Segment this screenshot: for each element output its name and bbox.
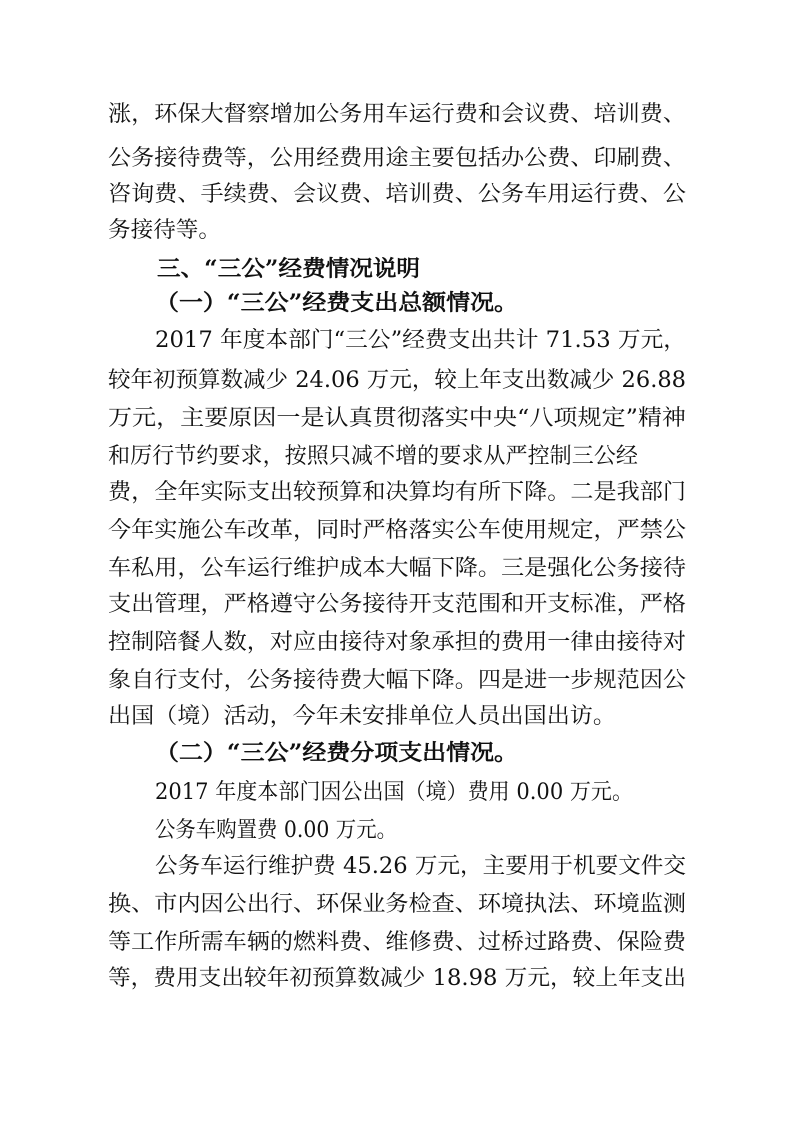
subsection-heading	[0, 288, 793, 318]
paragraph-line	[0, 366, 793, 396]
paragraph-line	[0, 478, 793, 508]
paragraph-line	[0, 442, 793, 472]
paragraph-line	[0, 890, 793, 920]
line-text: 公务接待费等，公用经费用途主要包括办公费、印刷费、	[108, 146, 686, 171]
heading-text: （二）“三公”经费分项支出情况。	[155, 740, 518, 766]
section-heading	[0, 254, 793, 284]
paragraph-line	[0, 964, 793, 994]
line-text: 费，全年实际支出较预算和决算均有所下降。二是我部门	[108, 480, 686, 505]
paragraph-line	[0, 554, 793, 584]
heading-text: （一）“三公”经费支出总额情况。	[155, 290, 518, 316]
paragraph-line	[0, 516, 793, 546]
line-text: 公务车运行维护费 45.26 万元，主要用于机要文件交	[155, 854, 686, 879]
line-text: 控制陪餐人数，对应由接待对象承担的费用一律由接待对	[108, 630, 686, 655]
line-text: 今年实施公车改革，同时严格落实公车使用规定，严禁公	[108, 518, 686, 543]
line-text: 2017 年度本部门“三公”经费支出共计 71.53 万元，	[155, 328, 686, 353]
line-text: 万元，主要原因一是认真贯彻落实中央“八项规定”精神	[108, 406, 686, 431]
paragraph-line	[0, 778, 793, 808]
line-text: 涨，环保大督察增加公务用车运行费和会议费、培训费、	[108, 102, 686, 127]
line-text: 车私用，公车运行维护成本大幅下降。三是强化公务接待	[108, 556, 686, 581]
paragraph-line	[0, 100, 793, 130]
subsection-heading	[0, 738, 793, 768]
heading-text: 三、“三公”经费情况说明	[157, 256, 420, 282]
paragraph-line	[0, 816, 793, 846]
paragraph-line	[0, 852, 793, 882]
paragraph-line	[0, 928, 793, 958]
paragraph-line	[0, 216, 793, 246]
line-text: 出国（境）活动，今年未安排单位人员出国出访。	[108, 704, 616, 729]
paragraph-line	[0, 702, 793, 732]
line-text: 较年初预算数减少 24.06 万元，较上年支出数减少 26.88	[108, 368, 686, 393]
line-text: 2017 年度本部门因公出国（境）费用 0.00 万元。	[155, 780, 633, 805]
line-text: 公务车购置费 0.00 万元。	[155, 818, 397, 843]
line-text: 换、市内因公出行、环保业务检查、环境执法、环境监测	[108, 892, 686, 917]
line-text: 象自行支付，公务接待费大幅下降。四是进一步规范因公	[108, 668, 686, 693]
line-text: 等工作所需车辆的燃料费、维修费、过桥过路费、保险费	[108, 930, 686, 955]
paragraph-line	[0, 666, 793, 696]
paragraph-line	[0, 590, 793, 620]
paragraph-line	[0, 180, 793, 210]
paragraph-line	[0, 326, 793, 356]
line-text: 等，费用支出较年初预算数减少 18.98 万元，较上年支出	[108, 966, 686, 991]
line-text: 支出管理，严格遵守公务接待开支范围和开支标准，严格	[108, 592, 686, 617]
line-text: 务接待等。	[108, 218, 221, 243]
paragraph-line	[0, 404, 793, 434]
line-text: 咨询费、手续费、会议费、培训费、公务车用运行费、公	[108, 182, 686, 207]
paragraph-line	[0, 144, 793, 174]
line-text: 和厉行节约要求，按照只减不增的要求从严控制三公经	[108, 444, 638, 469]
paragraph-line	[0, 628, 793, 658]
